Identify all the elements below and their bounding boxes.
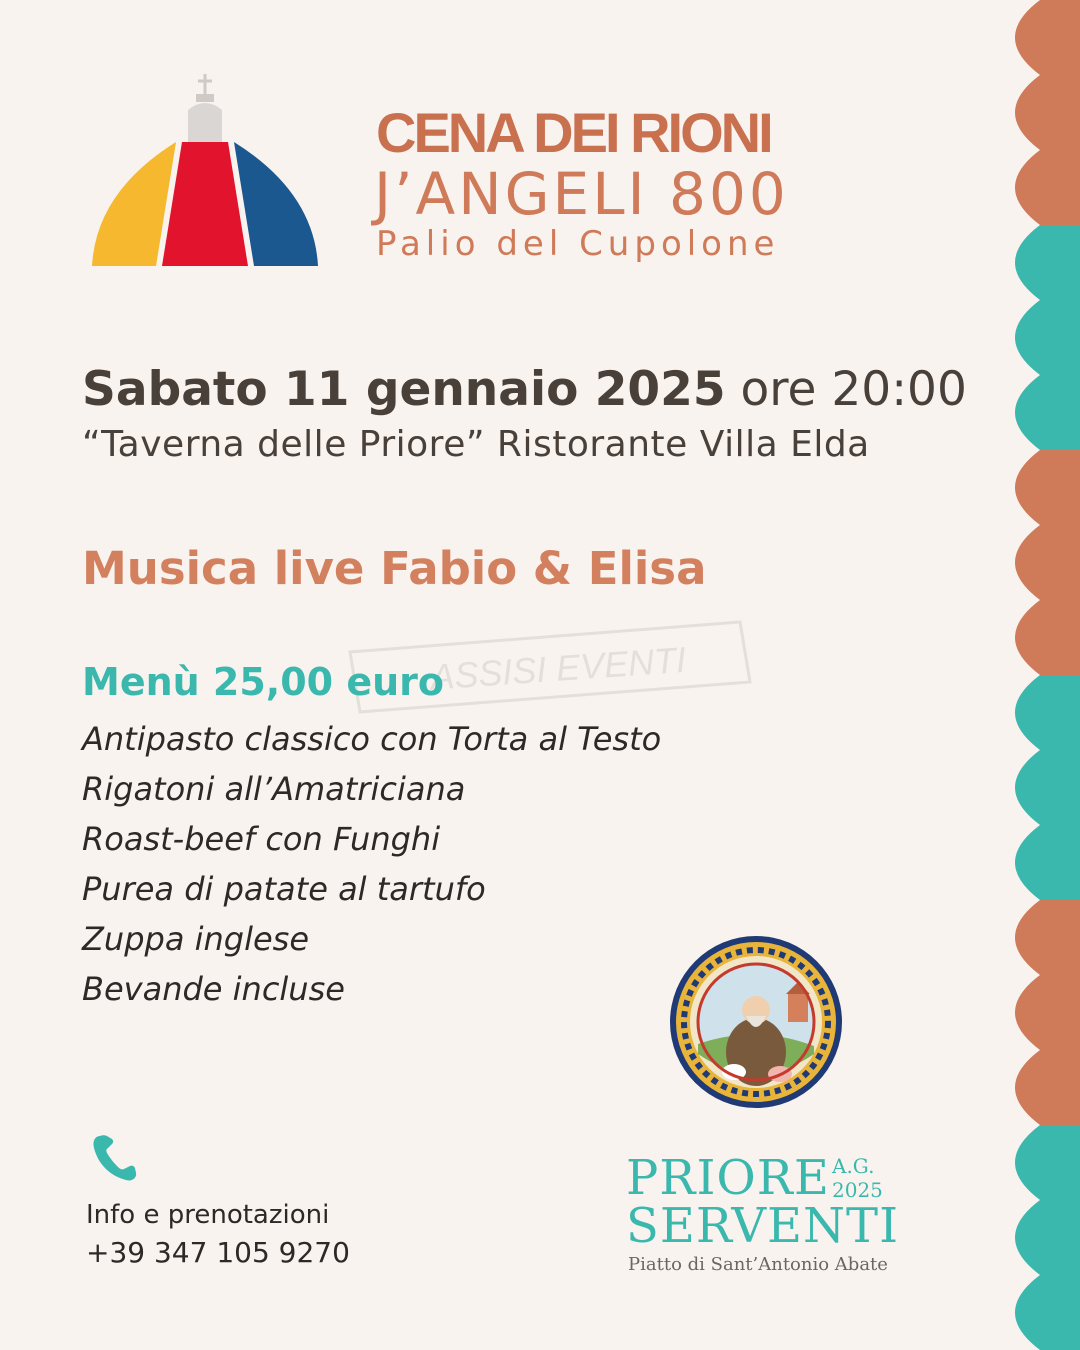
menu-item: Antipasto classico con Torta al Testo [82,720,662,758]
menu-list [82,714,661,1014]
music-line: Musica live Fabio & Elisa [82,542,707,595]
sponsor-subtitle: Piatto di Sant’Antonio Abate [628,1254,888,1275]
phone-number[interactable]: +39 347 105 9270 [86,1236,350,1269]
sponsor-year: 2025 [832,1178,883,1202]
watermark-text: ASSISI EVENTI [429,638,688,698]
edge-scallop-segment [1015,450,1080,675]
dome-logo [90,72,320,268]
menu-item: Purea di patate al tartufo [82,870,486,908]
menu-item: Zuppa inglese [82,920,310,958]
sponsor-name-line2: SERVENTI [626,1198,900,1254]
menu-title: Menù 25,00 euro [82,660,445,704]
edge-scallop-segment [1015,0,1080,225]
sponsor-name-line1: PRIORE [626,1150,830,1206]
sponsor-ag: A.G. [832,1154,875,1178]
event-date-bold: Sabato 11 gennaio 2025 [82,362,726,417]
edge-scallop-segment [1015,225,1080,450]
event-title: CENA DEI RIONI [376,101,771,164]
sant-antonio-plate-image [668,934,844,1110]
phone-icon [86,1130,142,1186]
info-label: Info e prenotazioni [86,1200,330,1230]
event-venue: “Taverna delle Priore” Ristorante Villa Elda [82,424,870,465]
menu-item: Roast-beef con Funghi [82,820,441,858]
event-date [82,362,967,417]
menu-item: Bevande incluse [82,970,345,1008]
menu-item: Rigatoni all’Amatriciana [82,770,466,808]
edge-scallop-segment [1015,900,1080,1125]
edge-scallop-segment [1015,675,1080,900]
event-tagline: Palio del Cupolone [376,224,780,264]
scalloped-edge-decoration [980,0,1080,1350]
edge-scallop-segment [1015,1125,1080,1350]
event-time: ore 20:00 [740,362,967,417]
event-subtitle: J’ANGELI 800 [374,160,789,228]
